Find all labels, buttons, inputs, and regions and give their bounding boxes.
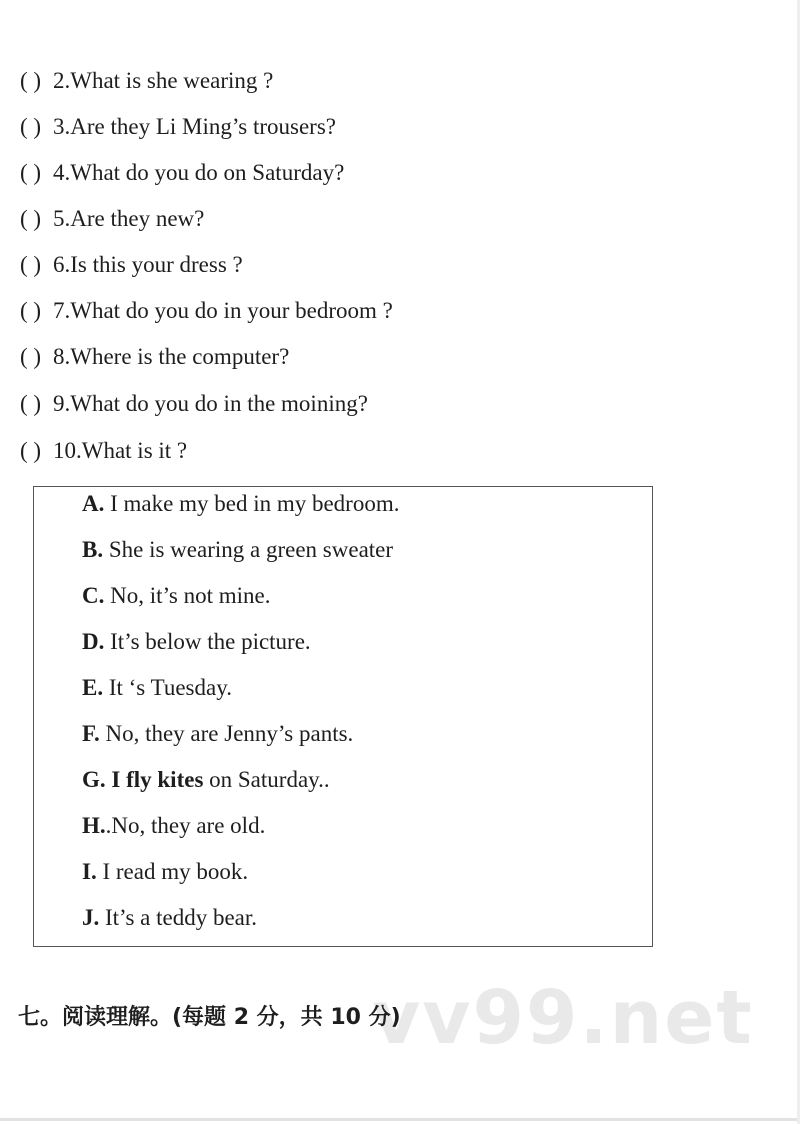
question-9 (20, 391, 368, 417)
option-h (82, 813, 265, 839)
option-letter: F. (82, 721, 100, 746)
option-letter: I. (82, 859, 97, 884)
option-letter: C. (82, 583, 105, 608)
option-a (82, 491, 399, 517)
question-4 (20, 160, 344, 186)
option-g (82, 767, 330, 793)
question-text: 8.Where is the computer? (53, 344, 290, 369)
option-e (82, 675, 232, 701)
option-b (82, 537, 393, 563)
option-d (82, 629, 311, 655)
question-6 (20, 252, 243, 278)
answer-blank[interactable]: ( ) (20, 252, 42, 277)
option-letter: D. (82, 629, 105, 654)
answer-options-box (33, 486, 653, 947)
question-8 (20, 344, 289, 370)
question-text: 6.Is this your dress ? (53, 252, 243, 277)
option-letter: G. (82, 767, 106, 792)
question-text: 9.What do you do in the moining? (53, 391, 368, 416)
option-text: It’s below the picture. (104, 629, 311, 654)
answer-blank[interactable]: ( ) (20, 114, 42, 139)
option-j (82, 905, 257, 931)
option-text: .No, they are old. (105, 813, 266, 838)
answer-blank[interactable]: ( ) (20, 344, 42, 369)
answer-blank[interactable]: ( ) (20, 298, 42, 323)
option-letter: E. (82, 675, 104, 700)
option-text: She is wearing a green sweater (103, 537, 394, 562)
section-heading: 七。阅读理解。(每题 2 分，共 10 分) (18, 1005, 401, 1030)
question-10 (20, 438, 187, 464)
watermark: vv99.net (372, 975, 754, 1061)
answer-blank[interactable]: ( ) (20, 438, 42, 463)
question-7 (20, 298, 393, 324)
question-text: 2.What is she wearing ? (53, 68, 274, 93)
option-text: It ‘s Tuesday. (103, 675, 232, 700)
option-text: I read my book. (96, 859, 249, 884)
option-letter: A. (82, 491, 105, 516)
option-text: I make my bed in my bedroom. (104, 491, 400, 516)
answer-blank[interactable]: ( ) (20, 160, 42, 185)
question-text: 7.What do you do in your bedroom ? (53, 298, 393, 323)
option-text: on Saturday.. (203, 767, 330, 792)
question-3 (20, 114, 336, 140)
answer-blank[interactable]: ( ) (20, 391, 42, 416)
option-c (82, 583, 271, 609)
question-text: 3.Are they Li Ming’s trousers? (53, 114, 336, 139)
option-emphasis: I fly kites (105, 767, 204, 792)
question-text: 4.What do you do on Saturday? (53, 160, 345, 185)
question-text: 10.What is it ? (53, 438, 188, 463)
page-bottom-divider (0, 1118, 800, 1121)
answer-blank[interactable]: ( ) (20, 68, 42, 93)
option-text: No, they are Jenny’s pants. (99, 721, 354, 746)
option-text: It’s a teddy bear. (99, 905, 258, 930)
question-text: 5.Are they new? (53, 206, 205, 231)
question-5 (20, 206, 204, 232)
answer-blank[interactable]: ( ) (20, 206, 42, 231)
option-f (82, 721, 353, 747)
option-i (82, 859, 248, 885)
question-2 (20, 68, 273, 94)
option-letter: B. (82, 537, 104, 562)
option-letter: H. (82, 813, 106, 838)
option-letter: J. (82, 905, 100, 930)
option-text: No, it’s not mine. (104, 583, 271, 608)
